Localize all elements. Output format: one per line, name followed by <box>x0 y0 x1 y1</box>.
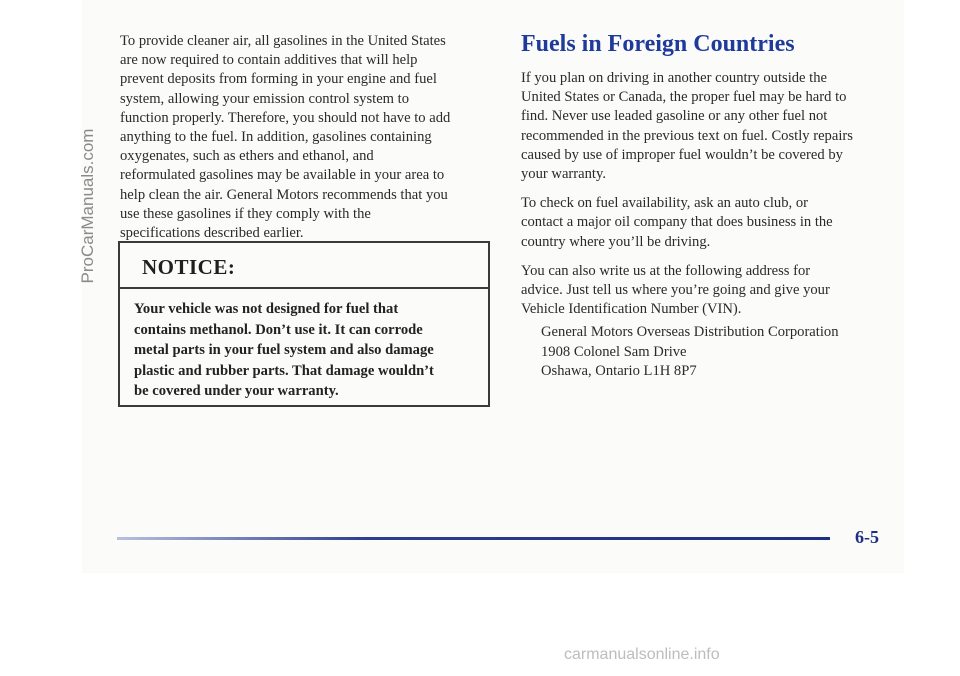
notice-line: be covered under your warranty. <box>134 383 339 400</box>
paragraph-line: caused by use of improper fuel wouldn’t be covered by <box>521 146 843 163</box>
paragraph-line: You can also write us at the following address for <box>521 262 811 279</box>
paragraph-line: help clean the air. General Motors recommends that you <box>120 186 448 203</box>
paragraph-line: oxygenates, such as ethers and ethanol, and <box>120 148 374 165</box>
fuel-additives-paragraph <box>120 32 492 243</box>
paragraph-line: To check on fuel availability, ask an auto club, or <box>521 195 808 212</box>
footer-rule <box>117 537 830 540</box>
fuel-availability-paragraph <box>521 194 901 252</box>
left-column <box>120 32 492 243</box>
paragraph-line: recommended in the previous text on fuel. Costly repairs <box>521 127 853 144</box>
paragraph-line: function properly. Therefore, you should not have to add <box>120 109 451 126</box>
paragraph-line: United States or Canada, the proper fuel may be hard to <box>521 89 847 106</box>
paragraph-line: prevent deposits from forming in your engine and fuel <box>120 71 437 88</box>
mailing-address <box>521 323 901 381</box>
address-line: General Motors Overseas Distribution Corporation <box>541 324 839 341</box>
notice-line: contains methanol. Don’t use it. It can corrode <box>134 321 423 338</box>
watermark-text: ProCarManuals.com <box>78 128 97 284</box>
notice-title: NOTICE: <box>120 243 488 289</box>
paragraph-line: contact a major oil company that does business in the <box>521 214 833 231</box>
notice-box <box>118 241 490 407</box>
paragraph-line: your warranty. <box>521 166 606 183</box>
page-number: 6-5 <box>855 527 879 547</box>
paragraph-line: advice. Just tell us where you’re going and give your <box>521 282 830 299</box>
paragraph-line: specifications described earlier. <box>120 225 304 242</box>
paragraph-line: anything to the fuel. In addition, gasolines containing <box>120 129 432 146</box>
paragraph-line: reformulated gasolines may be available in your area to <box>120 167 445 184</box>
paragraph-line: system, allowing your emission control system to <box>120 90 410 107</box>
notice-text <box>120 289 488 402</box>
notice-line: plastic and rubber parts. That damage wouldn’t <box>134 362 434 379</box>
paragraph-line: are now required to contain additives that will help <box>120 52 418 69</box>
notice-line: Your vehicle was not designed for fuel that <box>134 301 399 317</box>
paragraph-line: To provide cleaner air, all gasolines in the United States <box>120 33 446 49</box>
address-line: 1908 Colonel Sam Drive <box>541 343 687 360</box>
site-footer-text: carmanualsonline.info <box>564 646 720 663</box>
paragraph-line: country where you’ll be driving. <box>521 233 711 250</box>
address-line: Oshawa, Ontario L1H 8P7 <box>541 362 697 379</box>
paragraph-line: If you plan on driving in another country outside the <box>521 70 827 86</box>
paragraph-line: Vehicle Identification Number (VIN). <box>521 301 742 318</box>
paragraph-line: use these gasolines if they comply with the <box>120 205 371 222</box>
paragraph-line: find. Never use leaded gasoline or any other fuel not <box>521 108 828 125</box>
right-column <box>521 30 901 381</box>
write-us-paragraph <box>521 262 901 320</box>
section-heading: Fuels in Foreign Countries <box>521 31 795 57</box>
foreign-fuel-paragraph <box>521 69 901 184</box>
notice-line: metal parts in your fuel system and also damage <box>134 342 434 359</box>
